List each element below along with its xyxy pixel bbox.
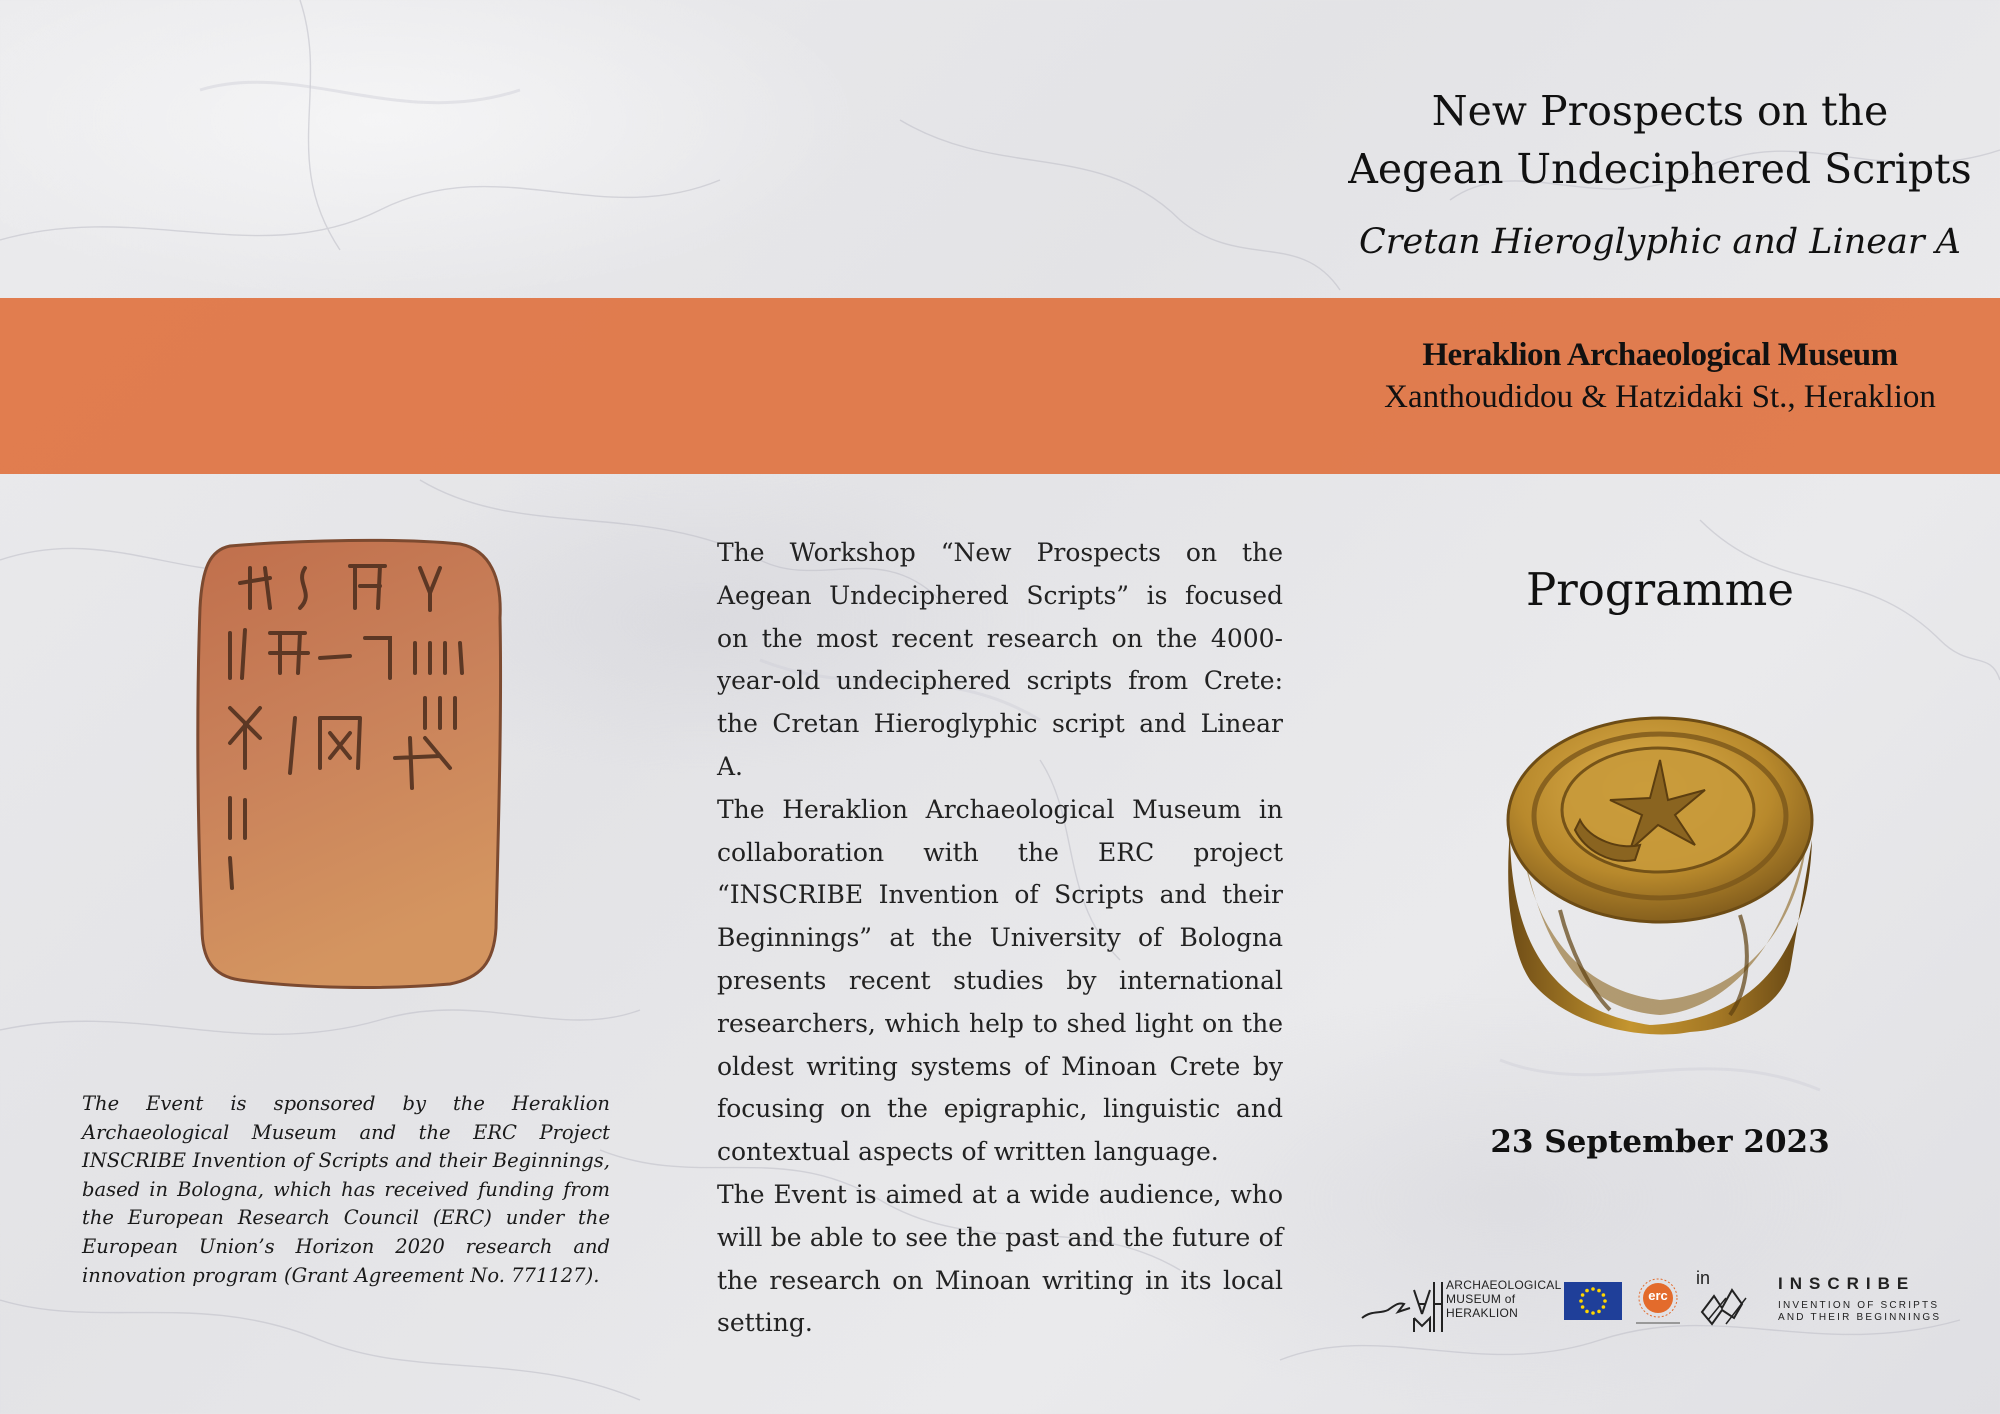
description-paragraph-3: The Event is aimed at a wide audience, who will be able to see the past and the future of the research on Minoan writing in its local setting. <box>717 1179 1283 1338</box>
venue-block <box>1330 334 1990 418</box>
inscribe-tagline-1: INVENTION OF SCRIPTS <box>1778 1300 1940 1311</box>
venue-name: Heraklion Archaeological Museum <box>1422 337 1898 373</box>
hieroglyphic-seal-image <box>1490 710 1830 1040</box>
linear-a-tablet-image <box>190 538 510 990</box>
event-date: 23 September 2023 <box>1490 1124 1830 1160</box>
erc-logo <box>1634 1278 1682 1328</box>
inscribe-tagline-2: AND THEIR BEGINNINGS <box>1778 1312 1942 1323</box>
sponsor-note: The Event is sponsored by the Heraklion Archaeological Museum and the ERC Project INSCRIBE Invention of Scripts and their Beginnings, based in Bologna, which has received funding from the European Research Council (ERC) under the European Union’s Horizon 2020 research and innovation program (Grant Agreement No. 771127). <box>82 1092 610 1287</box>
workshop-description <box>717 532 1283 1345</box>
museum-logo-line-3: HERAKLION <box>1446 1306 1519 1320</box>
inscribe-mark <box>1696 1268 1752 1334</box>
eu-flag-icon <box>1564 1282 1622 1320</box>
sponsor-logos <box>1358 1268 1958 1336</box>
inscribe-name: INSCRIBE <box>1778 1274 1916 1293</box>
museum-logo-line-1: ARCHAEOLOGICAL <box>1446 1278 1562 1292</box>
museum-logo-line-2: MUSEUM of <box>1446 1292 1516 1306</box>
museum-logo-text <box>1446 1278 1576 1320</box>
museum-logo-icon <box>1358 1274 1444 1334</box>
inscribe-mark-icon <box>1696 1284 1752 1330</box>
description-paragraph-1: The Workshop “New Prospects on the Aegean Undeciphered Scripts” is focused on the most recent research on the 4000-year-old undeciphered scripts from Crete: the Cretan Hieroglyphic script and Linear A. <box>717 538 1283 781</box>
venue-address: Xanthoudidou & Hatzidaki St., Heraklion <box>1384 379 1936 415</box>
erc-logo-label: erc <box>1648 1288 1668 1303</box>
programme-heading: Programme <box>1525 563 1794 616</box>
title-line-1: New Prospects on the <box>1431 87 1889 135</box>
inscribe-logo-text <box>1778 1274 1968 1324</box>
title-block <box>1300 82 2000 266</box>
erc-logo-underline <box>1636 1322 1680 1324</box>
subtitle: Cretan Hieroglyphic and Linear A <box>1359 222 1961 262</box>
inscribe-mark-label: in <box>1696 1268 1711 1288</box>
description-paragraph-2: The Heraklion Archaeological Museum in collaboration with the ERC project “INSCRIBE Invention of Scripts and their Beginnings” at the University of Bologna presents recent studies by international researchers, which help to shed light on the oldest writing systems of Minoan Crete by focusing on the epigraphic, linguistic and contextual aspects of written language. <box>717 794 1283 1167</box>
title-line-2: Aegean Undeciphered Scripts <box>1348 145 1972 193</box>
